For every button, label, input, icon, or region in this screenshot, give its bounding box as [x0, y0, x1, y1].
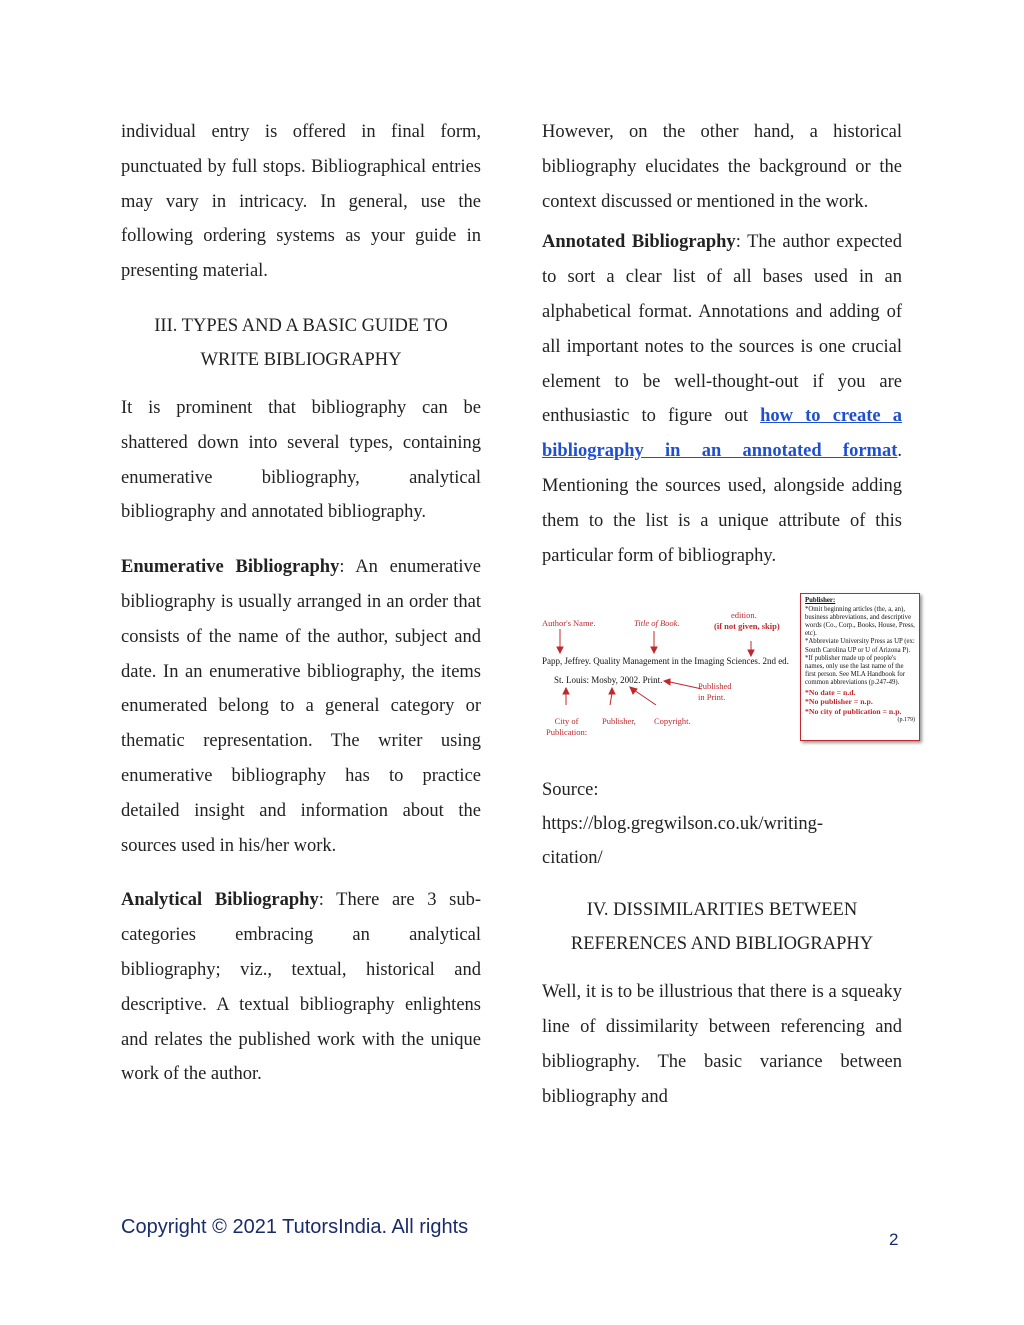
- section-heading-dissimilarities: [542, 893, 902, 961]
- annotated-text-end: . Mentioning the sources used, alongside adding them to the list is a unique attribute of this particular form of bibliography.: [542, 441, 902, 566]
- paragraph-annotated: [542, 225, 902, 573]
- paragraph-analytical: [121, 883, 481, 1092]
- term-enumerative: Enumerative Bibliography: [121, 557, 340, 578]
- label-author-name: Author's Name.: [542, 618, 596, 629]
- annotated-text: : The author expected to sort a clear list of all bases used in an alphabetical format. Annotations and adding of all important notes to the sources is one crucial element to be well-thought-out if you are enthusiastic to figure out: [542, 232, 902, 427]
- paragraph-enumerative: [121, 550, 481, 863]
- box-rule-no-date: *No date = n.d.: [805, 687, 856, 697]
- box-heading: Publisher:: [805, 597, 836, 605]
- label-edition-note: (if not given, skip): [714, 621, 780, 632]
- left-column: [121, 115, 481, 1112]
- paragraph-intro: individual entry is offered in final form, punctuated by full stops. Bibliographical entries may vary in intricacy. In general, use the following ordering systems as your guide in presenting material.: [121, 122, 481, 282]
- citation-example-line2: St. Louis: Mosby, 2002. Print.: [554, 675, 663, 686]
- source-url-line: https://blog.gregwilson.co.uk/writing-: [542, 814, 824, 835]
- label-title-of-book: Title of Book.: [634, 618, 680, 629]
- analytical-text: : There are 3 sub-categories embracing an analytical bibliography; viz., textual, historical and descriptive. A textual bibliography enlightens and relates the published work with the unique work of the author.: [121, 890, 481, 1085]
- box-rule-no-publisher: *No publisher = n.p.: [805, 697, 873, 707]
- enumerative-text: : An enumerative bibliography is usually arranged in an order that consists of the name of the author, subject and date. In an enumerative bibliography, the items enumerated belong to a general category or thematic representation. The writer using enumerative bibliography has to practice detailed insight and information about the sources used in his/her work.: [121, 557, 481, 856]
- box-page-ref: (p.179): [897, 717, 915, 724]
- box-rule-text: *Omit beginning articles (the, a, an), business abbreviations, and descriptive words (Co., Corp., Books, House, Press, etc).: [805, 605, 915, 638]
- citation-example-line1: Papp, Jeffrey. Quality Management in the Imaging Sciences. 2nd ed.: [542, 656, 789, 667]
- section-heading-line: REFERENCES AND BIBLIOGRAPHY: [570, 934, 874, 955]
- section-heading-line: III. TYPES AND A BASIC GUIDE TO: [154, 315, 448, 336]
- right-column: [542, 115, 915, 1135]
- term-analytical: Analytical Bibliography: [121, 890, 319, 911]
- source-url-line: citation/: [542, 848, 603, 869]
- paragraph-dissimilarity: Well, it is to be illustrious that there is a squeaky line of dissimilarity between referencing and bibliography. The basic variance between bibliography and: [542, 982, 902, 1107]
- citation-diagram-image: [542, 593, 922, 753]
- box-rule-text: *Abbreviate University Press as UP (ex: South Carolina UP or U of Arizona P).: [805, 638, 915, 654]
- annotated-bibliography-link[interactable]: how to create a bibliography in an annotated format: [542, 406, 903, 462]
- source-citation: [542, 773, 902, 875]
- label-publisher: Publisher,: [602, 716, 636, 727]
- section-heading-types: [121, 309, 481, 377]
- box-rule-no-city: *No city of publication = n.p.: [805, 706, 902, 716]
- section-heading-line: IV. DISSIMILARITIES BETWEEN: [586, 900, 858, 921]
- source-label: Source:: [542, 780, 599, 801]
- paragraph-types: It is prominent that bibliography can be shattered down into several types, containing enumerative bibliography, analytical bibliography and annotated bibliography.: [121, 397, 481, 523]
- publisher-rules-box: [800, 593, 920, 741]
- label-edition: edition.: [731, 610, 757, 621]
- page-number: 2: [889, 1230, 899, 1249]
- term-annotated: Annotated Bibliography: [542, 232, 736, 253]
- label-published-in-print: Published in Print.: [698, 681, 732, 703]
- paragraph-historical: However, on the other hand, a historical bibliography elucidates the background or the context discussed or mentioned in the work.: [542, 122, 902, 212]
- section-heading-line: WRITE BIBLIOGRAPHY: [200, 349, 402, 370]
- footer-copyright: Copyright © 2021 TutorsIndia. All rights: [121, 1216, 469, 1238]
- box-rule-text: *If publisher made up of people's names, only use the last name of the first person. See MLA Handbook for common abbreviations (p.247-49).: [805, 654, 906, 687]
- label-copyright: Copyright.: [654, 716, 691, 727]
- label-city-of-publication: City of Publication:: [546, 716, 588, 738]
